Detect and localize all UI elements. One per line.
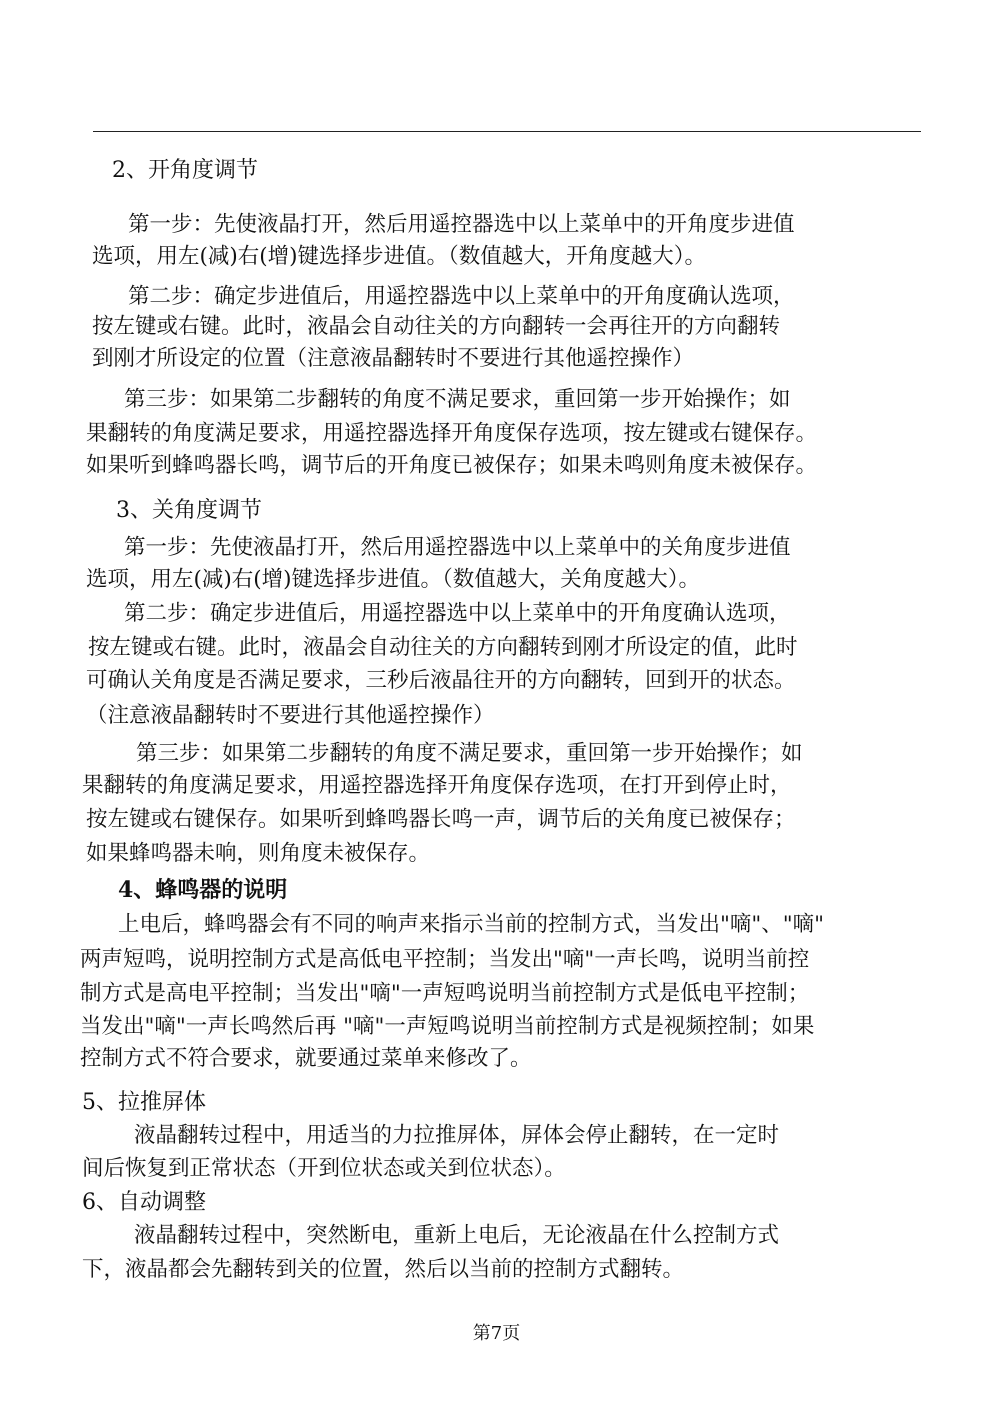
section-4-line-4: 当发出"嘀"一声长鸣然后再 "嘀"一声短鸣说明当前控制方式是视频控制；如果 xyxy=(80,1014,815,1039)
section-2-line-8: 如果听到蜂鸣器长鸣，调节后的开角度已被保存；如果未鸣则角度未被保存。 xyxy=(86,453,818,478)
section-4-heading: 4、蜂鸣器的说明 xyxy=(118,877,288,903)
section-3-line-9: 按左键或右键保存。如果听到蜂鸣器长鸣一声，调节后的关角度已被保存； xyxy=(86,807,796,832)
section-3-line-7: 第三步：如果第二步翻转的角度不满足要求，重回第一步开始操作；如 xyxy=(136,741,803,766)
section-4-line-2: 两声短鸣，说明控制方式是高低电平控制；当发出"嘀"一声长鸣，说明当前控 xyxy=(80,947,810,972)
section-6-line-1: 液晶翻转过程中，突然断电，重新上电后，无论液晶在什么控制方式 xyxy=(134,1223,780,1248)
section-3-line-3: 第二步：确定步进值后，用遥控器选中以上菜单中的开角度确认选项， xyxy=(124,601,791,626)
page-number: 第7页 xyxy=(472,1323,521,1344)
section-2-line-6: 第三步：如果第二步翻转的角度不满足要求，重回第一步开始操作；如 xyxy=(124,387,791,412)
section-3-line-5: 可确认关角度是否满足要求，三秒后液晶往开的方向翻转，回到开的状态。 xyxy=(86,668,796,693)
section-6-heading: 6、自动调整 xyxy=(82,1190,206,1215)
section-2-line-5: 到刚才所设定的位置（注意液晶翻转时不要进行其他遥控操作） xyxy=(92,346,695,371)
section-5-line-2: 间后恢复到正常状态（开到位状态或关到位状态）。 xyxy=(82,1156,566,1181)
section-3-line-2: 选项，用左(减)右(增)键选择步进值。（数值越大，关角度越大）。 xyxy=(86,567,701,592)
section-2-heading: 2、开角度调节 xyxy=(112,158,258,183)
section-2-line-2: 选项，用左(减)右(增)键选择步进值。（数值越大，开角度越大）。 xyxy=(92,244,707,269)
header-rule xyxy=(93,131,921,132)
section-2-line-7: 果翻转的角度满足要求，用遥控器选择开角度保存选项，按左键或右键保存。 xyxy=(86,421,818,446)
section-3-line-4: 按左键或右键。此时，液晶会自动往关的方向翻转到刚才所设定的值，此时 xyxy=(88,635,798,660)
section-2-line-4: 按左键或右键。此时，液晶会自动往关的方向翻转一会再往开的方向翻转 xyxy=(92,314,781,339)
section-3-line-1: 第一步：先使液晶打开，然后用遥控器选中以上菜单中的关角度步进值 xyxy=(124,535,791,560)
section-3-heading: 3、关角度调节 xyxy=(116,498,262,523)
section-4-line-1: 上电后，蜂鸣器会有不同的响声来指示当前的控制方式，当发出"嘀"、"嘀" xyxy=(118,912,825,937)
section-5-heading: 5、拉推屏体 xyxy=(82,1090,206,1115)
section-3-line-10: 如果蜂鸣器未响，则角度未被保存。 xyxy=(86,841,431,866)
section-4-line-5: 控制方式不符合要求，就要通过菜单来修改了。 xyxy=(80,1046,532,1071)
section-4-line-3: 制方式是高电平控制；当发出"嘀"一声短鸣说明当前控制方式是低电平控制； xyxy=(80,981,810,1006)
section-3-line-8: 果翻转的角度满足要求，用遥控器选择开角度保存选项，在打开到停止时， xyxy=(82,773,792,798)
section-2-line-1: 第一步：先使液晶打开，然后用遥控器选中以上菜单中的开角度步进值 xyxy=(128,212,795,237)
section-6-line-2: 下，液晶都会先翻转到关的位置，然后以当前的控制方式翻转。 xyxy=(82,1257,685,1282)
section-3-line-6: （注意液晶翻转时不要进行其他遥控操作） xyxy=(86,703,495,728)
section-2-line-3: 第二步：确定步进值后，用遥控器选中以上菜单中的开角度确认选项， xyxy=(128,284,795,309)
section-5-line-1: 液晶翻转过程中，用适当的力拉推屏体，屏体会停止翻转，在一定时 xyxy=(134,1123,780,1148)
